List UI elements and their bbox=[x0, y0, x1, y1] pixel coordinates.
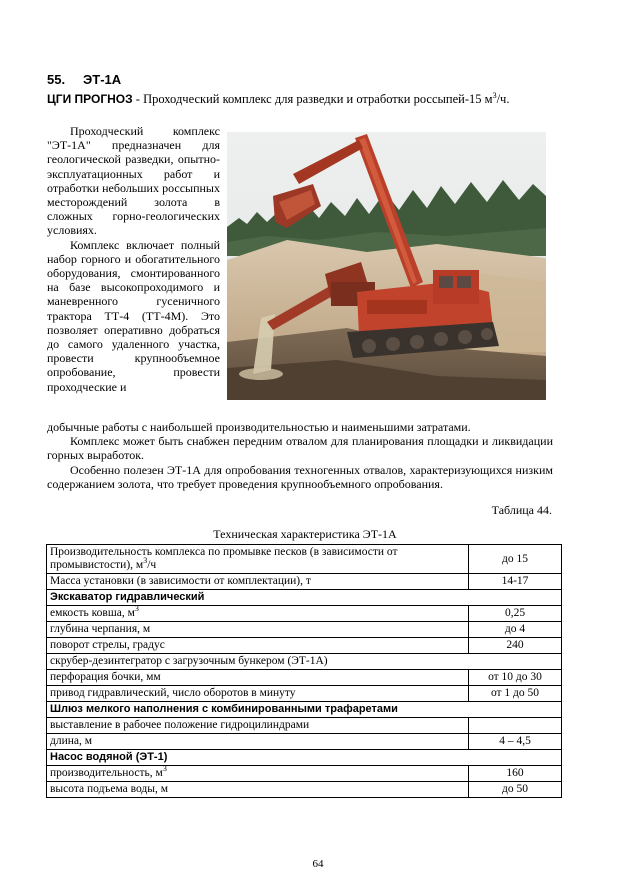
table-row bbox=[47, 574, 562, 590]
row-label: выставление в рабочее положение гидроцилиндрами bbox=[50, 719, 310, 731]
table-row bbox=[47, 670, 562, 686]
intro-column bbox=[47, 124, 220, 394]
subtitle-unit-tail: /ч. bbox=[496, 92, 510, 106]
row-label: Шлюз мелкого наполнения с комбинированными трафаретами bbox=[50, 703, 398, 715]
table-cell-value: 14-17 bbox=[469, 574, 562, 590]
table-cell-value: до 4 bbox=[469, 622, 562, 638]
section-number: 55. bbox=[47, 72, 66, 87]
table-number: Таблица 44. bbox=[491, 503, 552, 517]
table-cell-label bbox=[47, 702, 562, 718]
paragraph-tailings: Особенно полезен ЭТ-1А для опробования техногенных отвалов, характеризующихся низким содержанием золота, что требует проведения крупнообъемного опробования. bbox=[47, 462, 553, 491]
row-label: длина, м bbox=[50, 735, 93, 747]
paragraph-equipment: Комплекс включает полный набор горного и обогатительного оборудования, смонтированного на базе высокопроходимого и маневренного гусеничного трактора ТТ-4 (ТТ-4М). Это позволяет оперативно добраться до самого удаленного участка, провести крупнообъемное опробование, провести проходческие и bbox=[47, 237, 220, 394]
table-row bbox=[47, 782, 562, 798]
table-cell-label bbox=[47, 574, 469, 590]
table-row bbox=[47, 766, 562, 782]
table-cell-value: до 50 bbox=[469, 782, 562, 798]
table-row bbox=[47, 734, 562, 750]
row-label: Насос водяной (ЭТ-1) bbox=[50, 751, 168, 763]
table-cell-label bbox=[47, 782, 469, 798]
paragraph-blade: Комплекс может быть снабжен передним отвалом для планирования площадки и ликвидации горных выработок. bbox=[47, 434, 553, 463]
table-cell-value: 0,25 bbox=[469, 606, 562, 622]
page-number: 64 bbox=[312, 858, 324, 870]
table-cell-label bbox=[47, 590, 562, 606]
row-label: скрубер-дезинтегратор с загрузочным бункером (ЭТ-1А) bbox=[50, 655, 328, 667]
table-cell-value: до 15 bbox=[469, 545, 562, 574]
table-section-row bbox=[47, 590, 562, 606]
table-cell-value: 240 bbox=[469, 638, 562, 654]
table-cell-value: от 10 до 30 bbox=[469, 670, 562, 686]
table-cell-label bbox=[47, 622, 469, 638]
table-cell-value: 160 bbox=[469, 766, 562, 782]
table-cell-label bbox=[47, 686, 469, 702]
table-cell-label bbox=[47, 734, 469, 750]
section-heading bbox=[47, 72, 121, 87]
unit-exponent: 3 bbox=[162, 764, 167, 774]
table-cell-label bbox=[47, 718, 469, 734]
row-label: Экскаватор гидравлический bbox=[50, 591, 205, 603]
row-label: глубина черпания, м bbox=[50, 623, 151, 635]
table-cell-value: от 1 до 50 bbox=[469, 686, 562, 702]
row-label: емкость ковша, м bbox=[50, 607, 135, 619]
table-cell-label bbox=[47, 545, 469, 574]
paragraph-equipment-continued: добычные работы с наибольшей производительностью и наименьшими затратами. bbox=[47, 420, 471, 434]
subtitle-text: - Проходческий комплекс для разведки и отработки россыпей-15 м bbox=[132, 92, 493, 106]
equipment-photo bbox=[227, 132, 546, 400]
row-label: поворот стрелы, градус bbox=[50, 639, 165, 651]
table-row bbox=[47, 545, 562, 574]
row-label: Масса установки (в зависимости от комплектации), т bbox=[50, 575, 311, 587]
row-label: привод гидравлический, число оборотов в минуту bbox=[50, 687, 296, 699]
table-section-row bbox=[47, 702, 562, 718]
table-cell-label bbox=[47, 750, 562, 766]
row-label: перфорация бочки, мм bbox=[50, 671, 161, 683]
text-continued bbox=[47, 420, 553, 491]
table-cell-label bbox=[47, 766, 469, 782]
unit-exponent: 3 bbox=[134, 604, 139, 614]
table-cell-value bbox=[469, 718, 562, 734]
table-row bbox=[47, 606, 562, 622]
table-cell-value: 4 – 4,5 bbox=[469, 734, 562, 750]
table-row bbox=[47, 622, 562, 638]
table-cell-label bbox=[47, 670, 469, 686]
table-row bbox=[47, 718, 562, 734]
table-cell-label bbox=[47, 654, 562, 670]
paragraph-purpose: Проходческий комплекс "ЭТ-1А" предназначен для геологической разведки, опытно-эксплуатационных работ и отработки небольших россыпных месторождений золота в сложных горно-геологических условиях. bbox=[47, 124, 220, 238]
table-caption: Техническая характеристика ЭТ-1А bbox=[213, 527, 397, 541]
table-row bbox=[47, 654, 562, 670]
table-row bbox=[47, 638, 562, 654]
table-cell-label bbox=[47, 638, 469, 654]
unit-exponent: 3 bbox=[143, 556, 148, 566]
company-name: ЦГИ ПРОГНОЗ bbox=[47, 92, 133, 106]
row-label: производительность, м bbox=[50, 767, 163, 779]
unit-tail: /ч bbox=[147, 559, 157, 571]
table-cell-label bbox=[47, 606, 469, 622]
section-title: ЭТ-1А bbox=[83, 72, 122, 87]
row-label: Производительность комплекса по промывке песков (в зависимости от промывистости), м bbox=[50, 546, 398, 571]
row-label: высота подъема воды, м bbox=[50, 783, 169, 795]
product-subtitle bbox=[47, 92, 567, 107]
table-row bbox=[47, 686, 562, 702]
table-section-row bbox=[47, 750, 562, 766]
subtitle-unit-exponent: 3 bbox=[492, 90, 497, 100]
specification-table bbox=[46, 544, 562, 798]
